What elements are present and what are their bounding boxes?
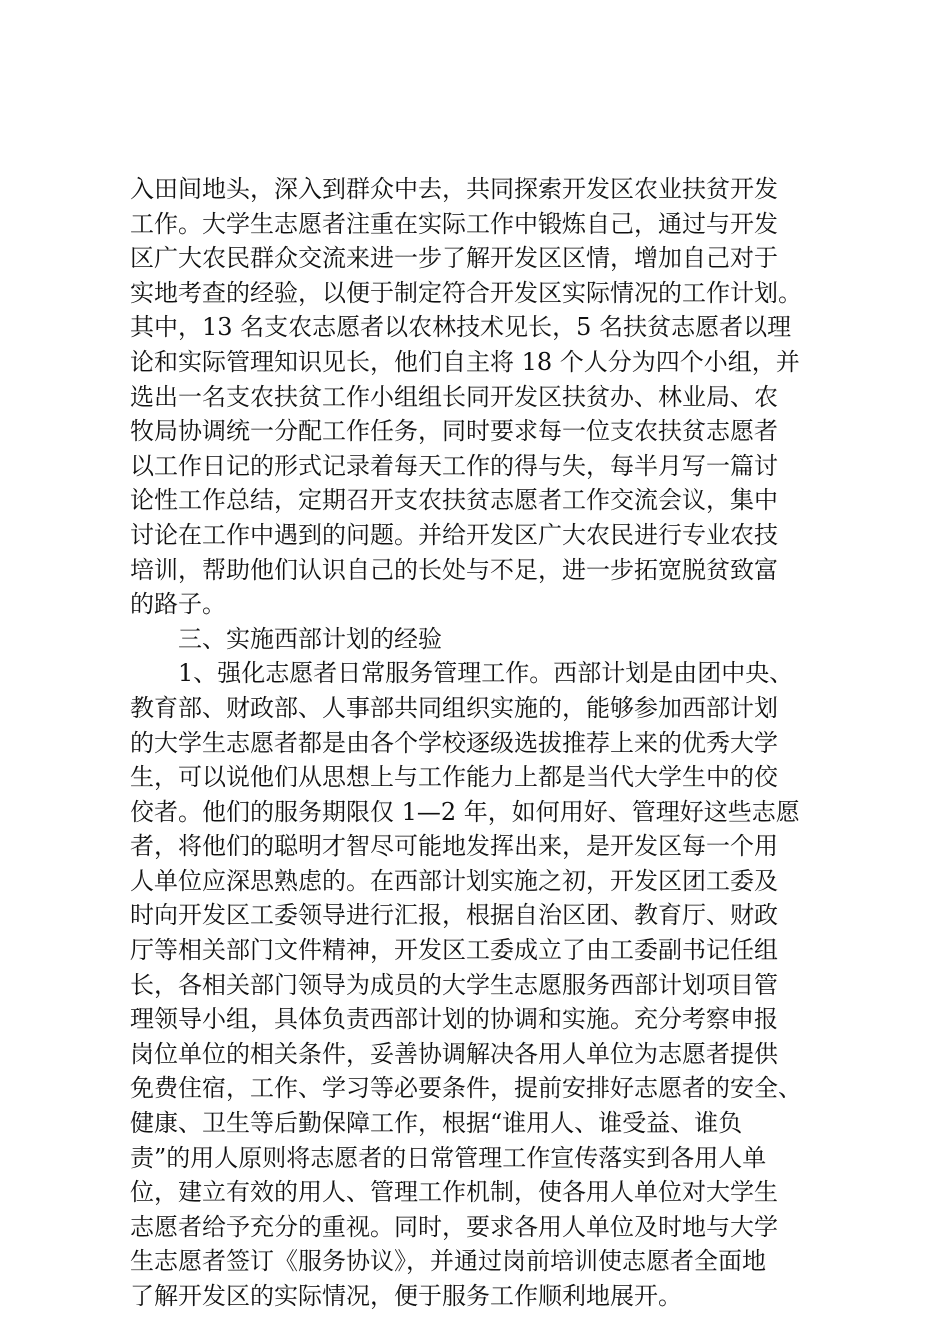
text-line: 了解开发区的实际情况，便于服务工作顺利地展开。 xyxy=(130,1282,682,1310)
text-line: 志愿者给予充分的重视。同时，要求各用人单位及时地与大学 xyxy=(130,1212,778,1241)
text-line: 的大学生志愿者都是由各个学校逐级选拔推荐上来的优秀大学 xyxy=(130,728,778,757)
text-line: 厅等相关部门文件精神，开发区工委成立了由工委副书记任组 xyxy=(130,936,778,965)
text-line: 责”的用人原则将志愿者的日常管理工作宣传落实到各用人单 xyxy=(130,1143,767,1172)
text-line: 岗位单位的相关条件，妥善协调解决各用人单位为志愿者提供 xyxy=(130,1039,778,1068)
text-line: 实地考查的经验，以便于制定符合开发区实际情况的工作计划。 xyxy=(130,278,802,307)
text-line: 人单位应深思熟虑的。在西部计划实施之初，开发区团工委及 xyxy=(130,866,778,895)
text-line: 时向开发区工委领导进行汇报，根据自治区团、教育厅、财政 xyxy=(130,901,778,930)
text-line: 位，建立有效的用人、管理工作机制，使各用人单位对大学生 xyxy=(130,1178,778,1207)
text-line: 的路子。 xyxy=(130,590,226,619)
text-line: 选出一名支农扶贫工作小组组长同开发区扶贫办、林业局、农 xyxy=(130,382,778,411)
text-line: 入田间地头，深入到群众中去，共同探索开发区农业扶贫开发 xyxy=(130,175,778,203)
text-line: 生，可以说他们从思想上与工作能力上都是当代大学生中的佼 xyxy=(130,763,778,792)
text-line: 免费住宿，工作、学习等必要条件，提前安排好志愿者的安全、 xyxy=(130,1074,802,1103)
text-line: 1、强化志愿者日常服务管理工作。西部计划是由团中央、 xyxy=(130,659,794,688)
text-line: 讨论在工作中遇到的问题。并给开发区广大农民进行专业农技 xyxy=(130,520,778,549)
text-line: 教育部、财政部、人事部共同组织实施的，能够参加西部计划 xyxy=(130,693,778,722)
text-line: 理领导小组，具体负责西部计划的协调和实施。充分考察申报 xyxy=(130,1005,778,1034)
text-line: 佼者。他们的服务期限仅 1—2 年，如何用好、管理好这些志愿 xyxy=(130,797,800,826)
text-line: 者，将他们的聪明才智尽可能地发挥出来，是开发区每一个用 xyxy=(130,832,778,861)
text-line: 区广大农民群众交流来进一步了解开发区区情，增加自己对于 xyxy=(130,244,778,273)
text-line: 培训，帮助他们认识自己的长处与不足，进一步拓宽脱贫致富 xyxy=(130,555,778,584)
text-line: 工作。大学生志愿者注重在实际工作中锻炼自己，通过与开发 xyxy=(130,209,778,238)
text-line: 其中，13 名支农志愿者以农林技术见长，5 名扶贫志愿者以理 xyxy=(130,313,792,342)
text-line: 以工作日记的形式记录着每天工作的得与失，每半月写一篇讨 xyxy=(130,451,778,480)
text-line: 三、实施西部计划的经验 xyxy=(130,624,442,653)
text-line: 牧局协调统一分配工作任务，同时要求每一位支农扶贫志愿者 xyxy=(130,417,778,446)
text-line: 生志愿者签订《服务协议》，并通过岗前培训使志愿者全面地 xyxy=(130,1247,766,1276)
document-body-text xyxy=(130,172,830,1314)
text-line: 论性工作总结，定期召开支农扶贫志愿者工作交流会议，集中 xyxy=(130,486,778,515)
text-line: 健康、卫生等后勤保障工作，根据“谁用人、谁受益、谁负 xyxy=(130,1109,743,1138)
text-line: 论和实际管理知识见长，他们自主将 18 个人分为四个小组，并 xyxy=(130,347,800,376)
text-line: 长，各相关部门领导为成员的大学生志愿服务西部计划项目管 xyxy=(130,970,778,999)
